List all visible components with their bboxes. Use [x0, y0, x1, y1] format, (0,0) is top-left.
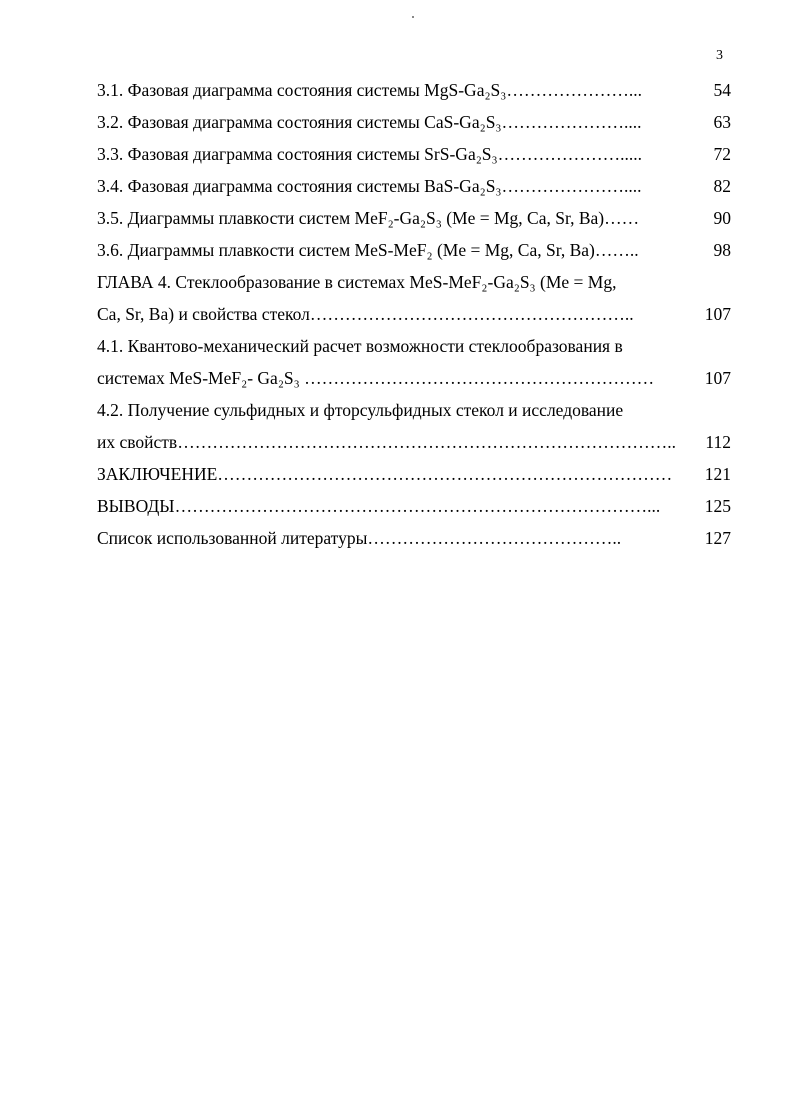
toc-entry-page: 121: [704, 464, 731, 484]
toc-entry-title: 3.2. Фазовая диаграмма состояния системы CaS-Ga₂S₃…………………....: [97, 112, 642, 132]
toc-entry-3-3: [97, 138, 731, 170]
toc-entry-4-2-line2: [97, 426, 731, 458]
toc-entry-title: ГЛАВА 4. Стеклообразование в системах MeS-MeF₂-Ga₂S₃ (Me = Mg,: [97, 272, 617, 292]
toc-entry-title: Список использованной литературы……………………………………..: [97, 528, 622, 548]
toc-entry-page: 98: [713, 240, 731, 260]
toc-entry-title: 3.6. Диаграммы плавкости систем MeS-MeF₂ (Me = Mg, Ca, Sr, Ba)……..: [97, 240, 639, 260]
toc-entry-3-2: [97, 106, 731, 138]
toc-entry-3-6: [97, 234, 731, 266]
scan-artifact-dot: [412, 16, 414, 18]
toc-entry-page: 54: [713, 80, 731, 100]
toc-chapter-4-line1: [97, 266, 731, 298]
toc-entry-title: 4.2. Получение сульфидных и фторсульфидных стекол и исследование: [97, 400, 624, 420]
toc-entry-title-continued: Ca, Sr, Ba) и свойства стекол………………………………………………..: [97, 304, 634, 324]
toc-entry-page: 127: [704, 528, 731, 548]
toc-entry-4-1-line2: [97, 362, 731, 394]
toc-entry-page: 107: [704, 304, 731, 324]
toc-chapter-4-line2: [97, 298, 731, 330]
toc-entry-4-2-line1: [97, 394, 731, 426]
toc-entry-page: 72: [713, 144, 731, 164]
toc-entry-title-continued: их свойств…………………………………………………………………………..: [97, 432, 676, 452]
toc-entry-4-1-line1: [97, 330, 731, 362]
table-of-contents: [97, 74, 731, 554]
toc-entry-title: 3.3. Фазовая диаграмма состояния системы SrS-Ga₂S₃………………….....: [97, 144, 643, 164]
toc-entry-page: 125: [704, 496, 731, 516]
toc-entry-title-continued: системах MeS-MeF₂- Ga₂S₃ ……………………………………………………: [97, 368, 655, 388]
toc-entry-conclusion: [97, 458, 731, 490]
toc-entry-page: 112: [705, 432, 731, 452]
toc-entry-page: 82: [713, 176, 731, 196]
toc-entry-title: 3.1. Фазовая диаграмма состояния системы MgS-Ga₂S₃…………………...: [97, 80, 643, 100]
toc-entry-page: 63: [713, 112, 731, 132]
toc-entry-title: 3.4. Фазовая диаграмма состояния системы BaS-Ga₂S₃…………………....: [97, 176, 642, 196]
toc-entry-title: 3.5. Диаграммы плавкости систем MeF₂-Ga₂S₃ (Me = Mg, Ca, Sr, Ba)……: [97, 208, 640, 228]
toc-entry-3-1: [97, 74, 731, 106]
toc-entry-page: 90: [713, 208, 731, 228]
toc-entry-title: ЗАКЛЮЧЕНИЕ……………………………………………………………………: [97, 464, 673, 484]
toc-entry-page: 107: [704, 368, 731, 388]
toc-entry-references: [97, 522, 731, 554]
page-number: 3: [716, 48, 723, 63]
toc-entry-findings: [97, 490, 731, 522]
toc-entry-3-5: [97, 202, 731, 234]
toc-entry-title: 4.1. Квантово-механический расчет возможности стеклообразования в: [97, 336, 623, 356]
toc-entry-3-4: [97, 170, 731, 202]
toc-entry-title: ВЫВОДЫ………………………………………………………………………...: [97, 496, 661, 516]
